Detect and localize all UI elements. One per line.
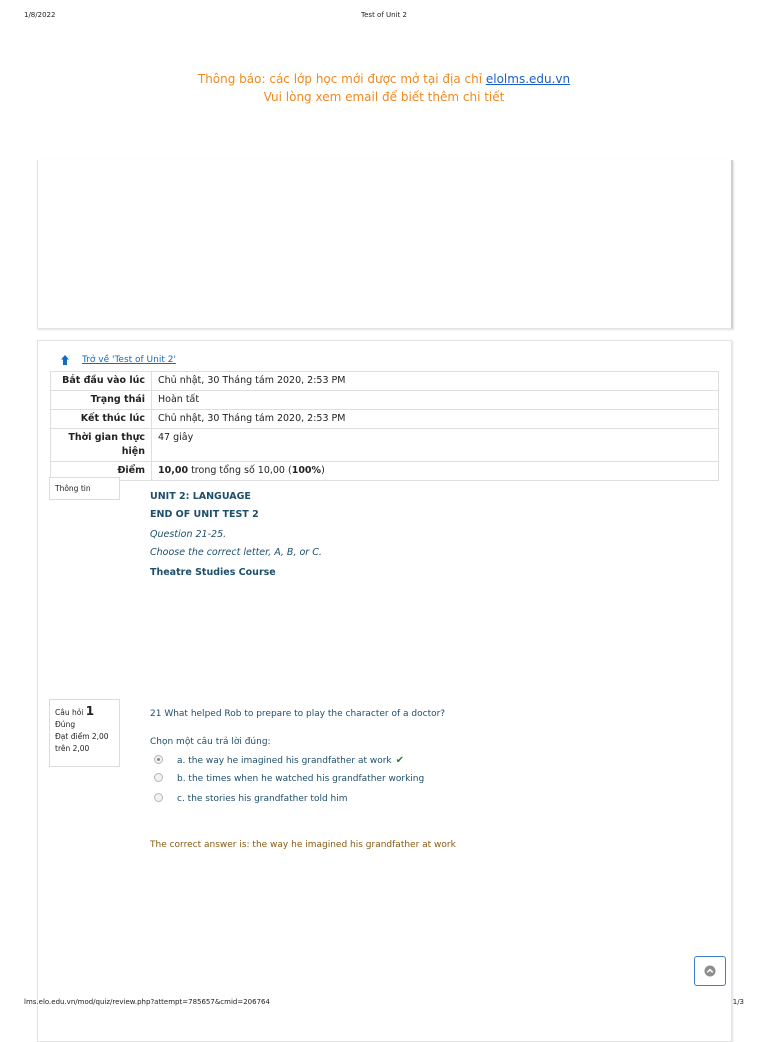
question-info-box: [49, 699, 120, 767]
print-doc-title: Test of Unit 2: [361, 11, 407, 19]
question-number: 1: [85, 704, 95, 718]
summary-label: Thời gian thực hiện: [51, 429, 152, 462]
summary-row: [51, 410, 719, 429]
option-text: c. the stories his grandfather told him: [177, 794, 348, 804]
radio-button[interactable]: [154, 755, 163, 764]
grade-percent: 100%: [291, 465, 322, 476]
check-icon: ✔: [395, 755, 405, 766]
info-label: Thông tin: [55, 484, 91, 493]
correct-answer-feedback: The correct answer is: the way he imagined his grandfather at work: [150, 840, 456, 850]
grade-score: 10,00: [158, 465, 189, 476]
instruction: Choose the correct letter, A, B, or C.: [150, 547, 322, 558]
question-text: 21 What helped Rob to prepare to play the character of a doctor?: [150, 709, 446, 719]
print-page-number: 1/3: [732, 998, 744, 1006]
answer-option-a[interactable]: [154, 755, 404, 766]
arrow-up-icon: [60, 354, 70, 366]
question-state: Đúng: [55, 720, 76, 729]
print-footer: [24, 998, 744, 1010]
test-heading: END OF UNIT TEST 2: [150, 509, 259, 520]
answer-option-b[interactable]: [154, 774, 424, 784]
print-date: 1/8/2022: [24, 11, 56, 19]
summary-value: Chủ nhật, 30 Tháng tám 2020, 2:53 PM: [152, 410, 719, 429]
print-header: [24, 11, 744, 23]
summary-label: Kết thúc lúc: [51, 410, 152, 429]
grade-value: [152, 462, 719, 481]
grade-end: ): [321, 465, 325, 476]
summary-row: [51, 372, 719, 391]
site-notice: [0, 70, 768, 106]
answer-prompt: Chọn một câu trả lời đúng:: [150, 737, 271, 747]
summary-value: 47 giây: [152, 429, 719, 462]
print-url: lms.elo.edu.vn/mod/quiz/review.php?attempt=785657&cmid=206764: [24, 998, 270, 1006]
notice-link[interactable]: elolms.edu.vn: [485, 72, 571, 86]
grade-middle: trong tổng số 10,00 (: [188, 465, 292, 476]
grade-label: Điểm: [51, 462, 152, 481]
attempt-summary-table: [50, 371, 719, 481]
question-range: Question 21-25.: [150, 529, 227, 540]
radio-button[interactable]: [154, 793, 163, 802]
summary-row-grade: [51, 462, 719, 481]
unit-heading: UNIT 2: LANGUAGE: [150, 491, 251, 502]
chevron-up-icon: [704, 965, 716, 977]
notice-line2: Vui lòng xem email để biết thêm chi tiết: [263, 90, 505, 104]
summary-value: Hoàn tất: [152, 391, 719, 410]
summary-label: Bắt đầu vào lúc: [51, 372, 152, 391]
info-label-box: [49, 477, 120, 500]
summary-label: Trạng thái: [51, 391, 152, 410]
option-text: a. the way he imagined his grandfather at work: [177, 756, 392, 766]
radio-button[interactable]: [154, 773, 163, 782]
course-title: Theatre Studies Course: [150, 567, 276, 578]
question-label: Câu hỏi: [55, 708, 84, 717]
option-text: b. the times when he watched his grandfather working: [177, 774, 425, 784]
back-link-text[interactable]: Trở về 'Test of Unit 2': [82, 355, 176, 365]
summary-row: [51, 391, 719, 410]
scroll-to-top-button[interactable]: [694, 956, 726, 986]
answer-option-c[interactable]: [154, 794, 348, 804]
summary-value: Chủ nhật, 30 Tháng tám 2020, 2:53 PM: [152, 372, 719, 391]
notice-text: Thông báo: các lớp học mới được mở tại địa chỉ: [197, 72, 486, 86]
summary-row: [51, 429, 719, 462]
question-mark: Đạt điểm 2,00 trên 2,00: [55, 732, 109, 753]
blank-panel: [37, 160, 733, 329]
